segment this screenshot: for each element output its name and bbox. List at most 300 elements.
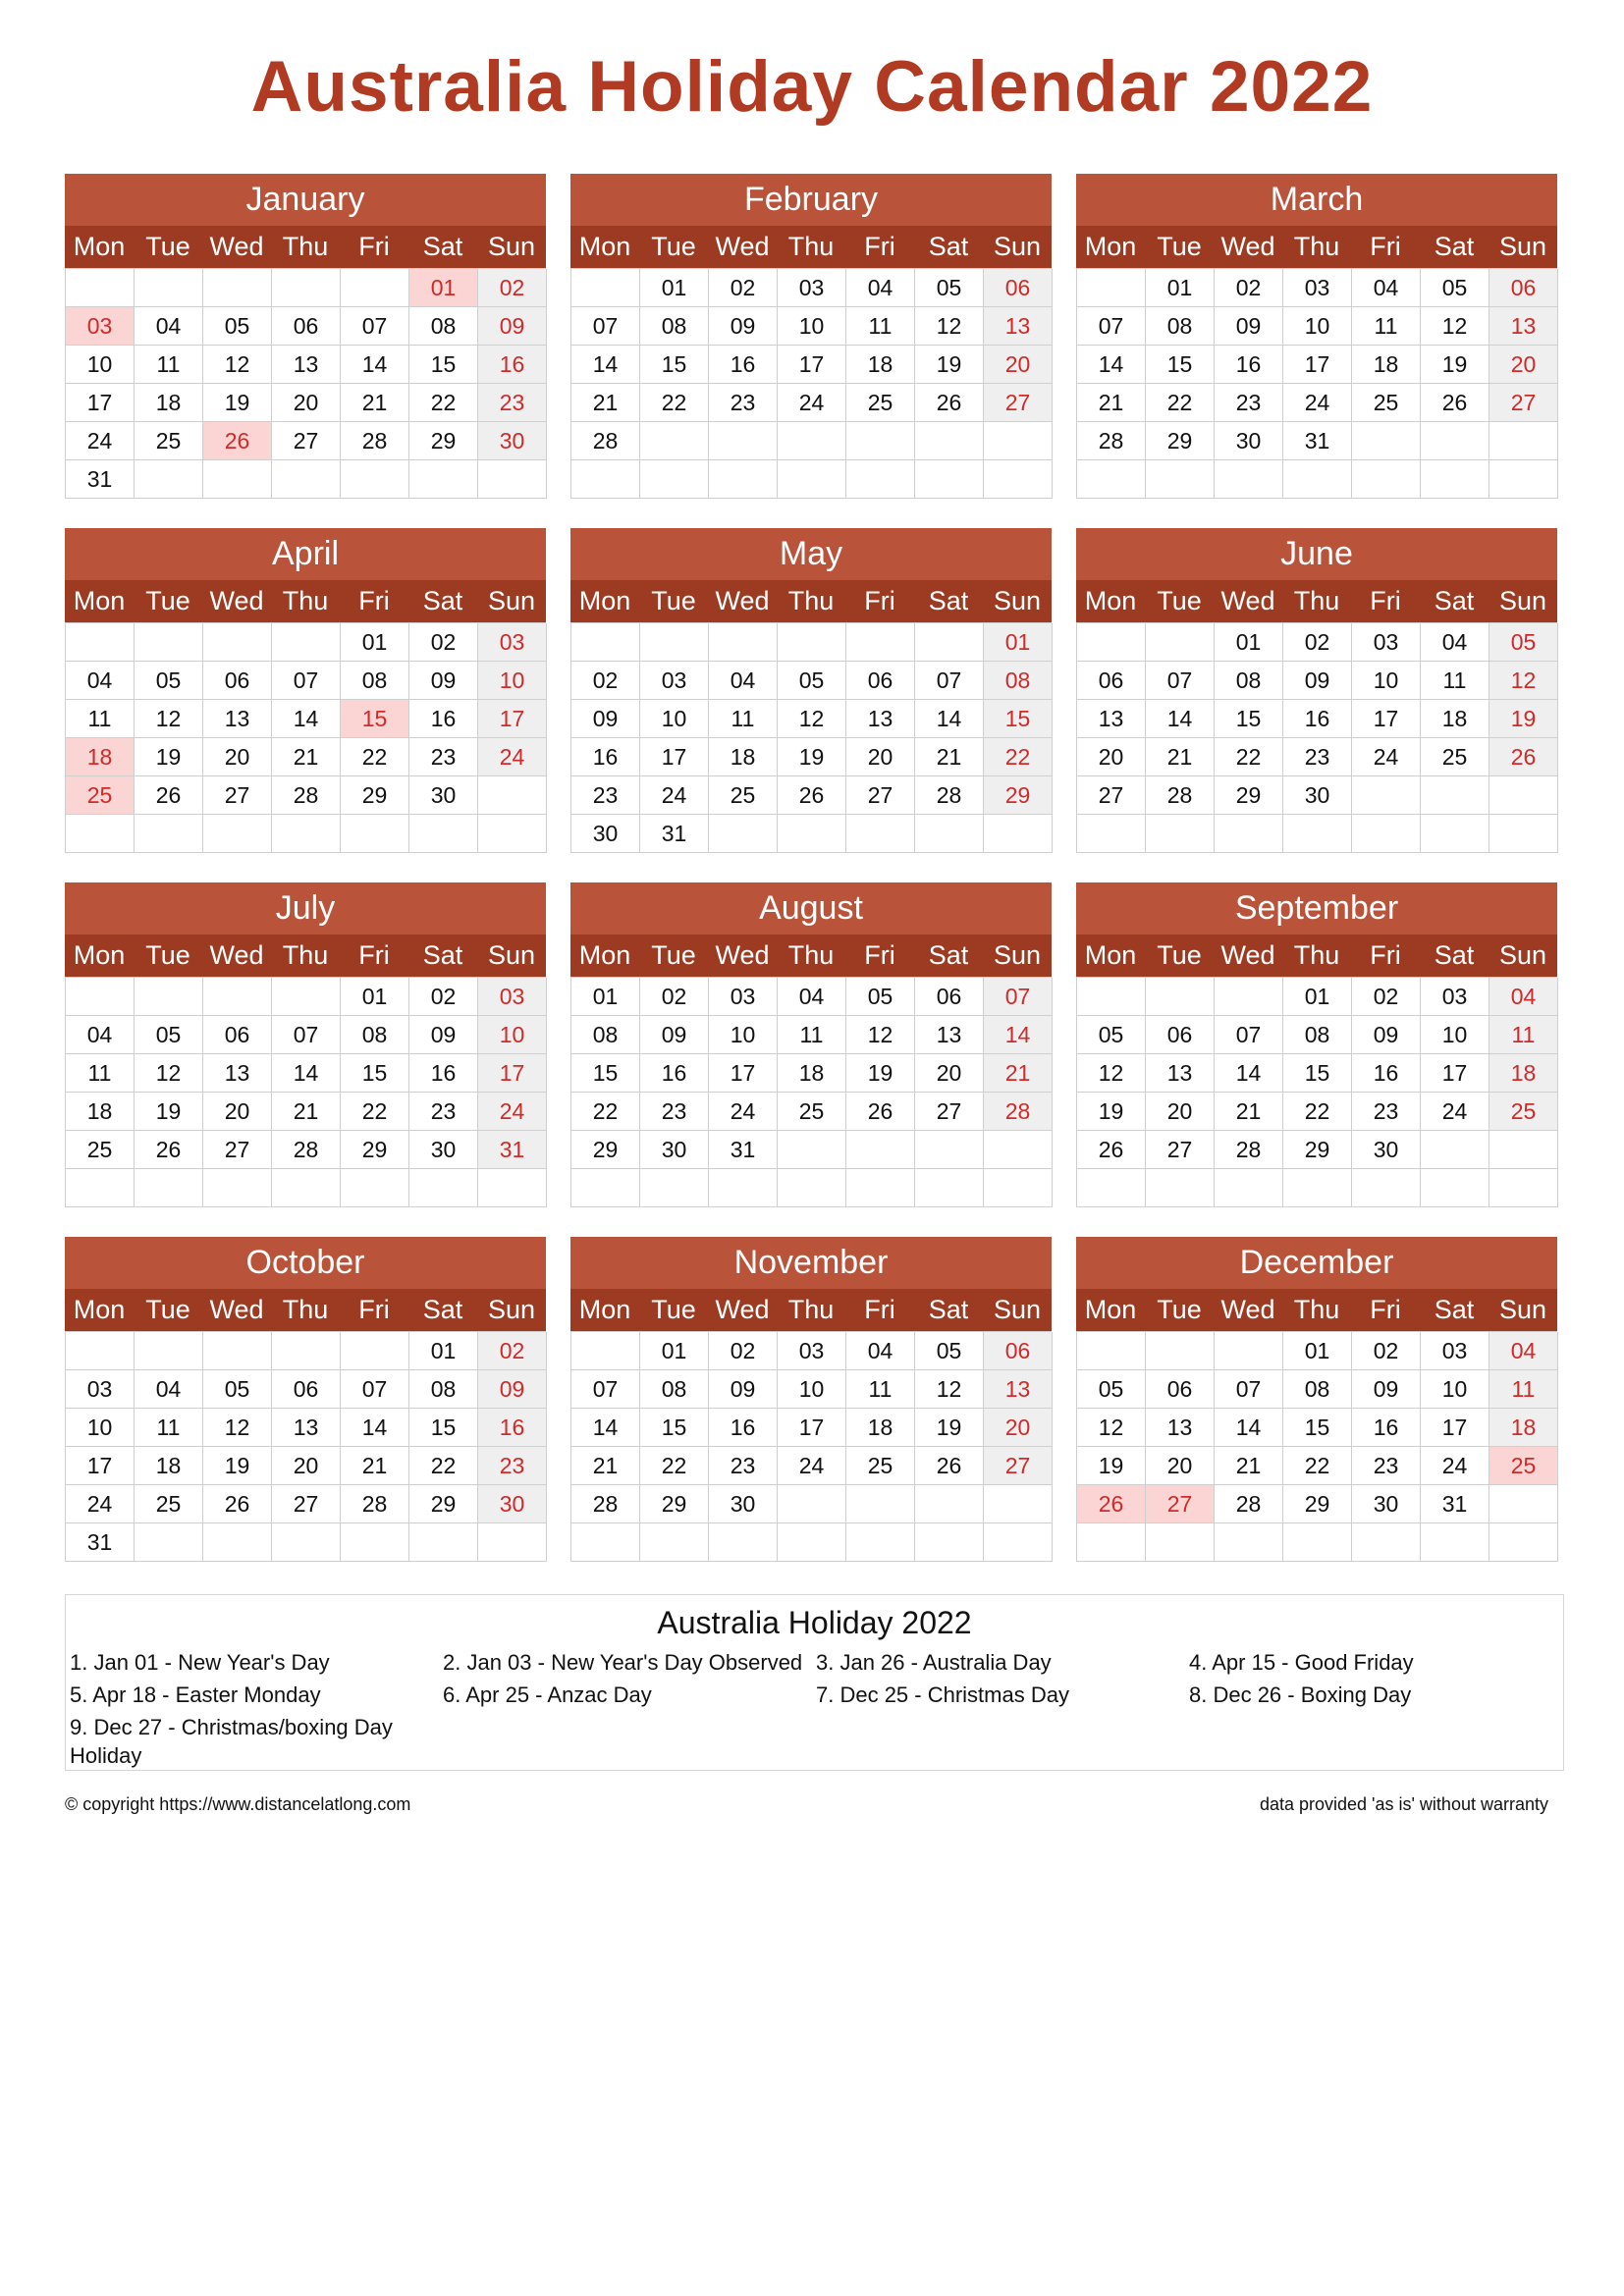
empty-day-cell [709, 1523, 778, 1562]
empty-day-cell [272, 1169, 341, 1207]
empty-day-cell [709, 460, 778, 499]
day-cell: 13 [984, 1370, 1053, 1409]
weekday-label: Sat [1434, 940, 1475, 970]
day-cell: 18 [1421, 700, 1489, 738]
day-cell: 23 [571, 776, 640, 815]
weekday-label: Tue [1157, 940, 1202, 970]
day-cell: 09 [409, 1016, 478, 1054]
day-grid [65, 977, 546, 1207]
day-cell: 09 [1283, 662, 1352, 700]
empty-day-cell [135, 1332, 203, 1370]
day-cell: 19 [135, 738, 203, 776]
day-cell: 03 [478, 623, 547, 662]
day-cell: 01 [1146, 269, 1215, 307]
month-name: September [1076, 882, 1557, 934]
day-cell: 12 [778, 700, 846, 738]
empty-day-cell [1077, 1332, 1146, 1370]
empty-day-cell [846, 1485, 915, 1523]
month-name: March [1076, 174, 1557, 226]
day-cell: 02 [1352, 978, 1421, 1016]
empty-day-cell [66, 1332, 135, 1370]
empty-day-cell [341, 269, 409, 307]
month-name: May [570, 528, 1052, 580]
empty-day-cell [640, 1523, 709, 1562]
empty-day-cell [984, 1523, 1053, 1562]
day-cell: 24 [66, 1485, 135, 1523]
weekday-header-row [1076, 580, 1557, 622]
empty-day-cell [846, 422, 915, 460]
weekday-label: Fri [864, 232, 895, 261]
weekday-label: Sat [928, 586, 969, 615]
day-cell: 19 [1421, 346, 1489, 384]
day-cell: 30 [409, 776, 478, 815]
day-cell: 08 [341, 662, 409, 700]
day-cell: 08 [409, 1370, 478, 1409]
day-cell: 16 [1352, 1054, 1421, 1093]
day-cell: 12 [203, 346, 272, 384]
holiday-item: 3. Jan 26 - Australia Day [816, 1650, 1052, 1675]
day-cell: 20 [915, 1054, 984, 1093]
day-cell: 12 [135, 1054, 203, 1093]
weekday-label: Mon [73, 1295, 126, 1324]
empty-day-cell [1489, 460, 1558, 499]
weekday-label: Mon [1084, 940, 1137, 970]
empty-day-cell [846, 623, 915, 662]
day-cell: 11 [846, 1370, 915, 1409]
weekday-label: Sat [422, 940, 463, 970]
day-cell: 28 [1077, 422, 1146, 460]
day-cell: 25 [66, 776, 135, 815]
day-cell: 27 [1489, 384, 1558, 422]
day-cell: 05 [846, 978, 915, 1016]
day-cell: 14 [571, 346, 640, 384]
empty-day-cell [846, 460, 915, 499]
day-cell: 17 [478, 1054, 547, 1093]
day-cell: 10 [709, 1016, 778, 1054]
day-cell: 05 [203, 1370, 272, 1409]
weekday-label: Wed [1220, 940, 1275, 970]
day-cell: 22 [640, 384, 709, 422]
day-cell: 18 [778, 1054, 846, 1093]
weekday-label: Fri [1370, 586, 1401, 615]
day-cell: 03 [478, 978, 547, 1016]
weekday-label: Thu [282, 1295, 329, 1324]
month-april [65, 528, 546, 853]
weekday-label: Thu [1293, 940, 1340, 970]
day-cell: 12 [915, 1370, 984, 1409]
empty-day-cell [571, 460, 640, 499]
day-cell: 17 [1421, 1054, 1489, 1093]
weekday-header-row [570, 580, 1052, 622]
day-cell: 25 [846, 1447, 915, 1485]
weekday-label: Wed [715, 940, 770, 970]
weekday-header-row [65, 580, 546, 622]
weekday-label: Sun [487, 586, 536, 615]
empty-day-cell [341, 1169, 409, 1207]
day-cell: 13 [272, 1409, 341, 1447]
day-cell: 09 [571, 700, 640, 738]
day-cell: 01 [341, 978, 409, 1016]
day-cell: 22 [1283, 1447, 1352, 1485]
weekday-label: Sat [1434, 1295, 1475, 1324]
day-cell: 24 [1352, 738, 1421, 776]
day-cell: 06 [1146, 1016, 1215, 1054]
weekday-label: Mon [73, 232, 126, 261]
month-name: December [1076, 1237, 1557, 1289]
day-cell: 03 [640, 662, 709, 700]
empty-day-cell [1146, 815, 1215, 853]
day-cell: 16 [1215, 346, 1283, 384]
day-cell: 30 [1283, 776, 1352, 815]
day-cell: 21 [915, 738, 984, 776]
weekday-label: Fri [358, 586, 390, 615]
day-cell: 17 [1283, 346, 1352, 384]
month-name: April [65, 528, 546, 580]
day-cell: 30 [1352, 1131, 1421, 1169]
holiday-item: 1. Jan 01 - New Year's Day [70, 1650, 330, 1675]
month-july [65, 882, 546, 1207]
day-cell: 31 [478, 1131, 547, 1169]
day-cell: 24 [66, 422, 135, 460]
day-cell: 05 [1421, 269, 1489, 307]
empty-day-cell [778, 1169, 846, 1207]
day-cell: 07 [571, 1370, 640, 1409]
day-cell: 01 [1283, 978, 1352, 1016]
empty-day-cell [272, 623, 341, 662]
day-cell: 21 [341, 384, 409, 422]
day-cell: 18 [709, 738, 778, 776]
weekday-label: Wed [1220, 232, 1275, 261]
day-cell: 01 [984, 623, 1053, 662]
empty-day-cell [984, 422, 1053, 460]
day-cell: 15 [1215, 700, 1283, 738]
weekday-header-row [570, 1289, 1052, 1331]
day-cell: 29 [341, 1131, 409, 1169]
empty-day-cell [409, 1169, 478, 1207]
month-march [1076, 174, 1557, 499]
weekday-header-row [1076, 934, 1557, 977]
empty-day-cell [1421, 422, 1489, 460]
empty-day-cell [135, 269, 203, 307]
day-cell: 30 [640, 1131, 709, 1169]
weekday-label: Fri [1370, 1295, 1401, 1324]
day-cell: 09 [640, 1016, 709, 1054]
weekday-label: Sun [993, 232, 1042, 261]
day-cell: 14 [341, 346, 409, 384]
empty-day-cell [1352, 460, 1421, 499]
day-cell: 06 [984, 1332, 1053, 1370]
holiday-item: 8. Dec 26 - Boxing Day [1189, 1682, 1412, 1707]
weekday-label: Thu [787, 940, 835, 970]
empty-day-cell [1352, 422, 1421, 460]
day-cell: 02 [478, 269, 547, 307]
day-cell: 15 [341, 1054, 409, 1093]
day-cell: 13 [846, 700, 915, 738]
month-name: October [65, 1237, 546, 1289]
month-may [570, 528, 1052, 853]
day-cell: 22 [571, 1093, 640, 1131]
empty-day-cell [778, 623, 846, 662]
day-cell: 27 [203, 1131, 272, 1169]
day-cell: 06 [915, 978, 984, 1016]
empty-day-cell [709, 815, 778, 853]
day-cell: 29 [984, 776, 1053, 815]
day-cell: 02 [478, 1332, 547, 1370]
day-cell: 26 [915, 1447, 984, 1485]
day-cell: 19 [203, 1447, 272, 1485]
day-cell: 01 [1215, 623, 1283, 662]
day-cell: 25 [1489, 1093, 1558, 1131]
day-cell: 18 [135, 384, 203, 422]
day-cell: 17 [66, 1447, 135, 1485]
day-cell: 28 [341, 1485, 409, 1523]
day-cell: 13 [203, 700, 272, 738]
weekday-label: Tue [145, 586, 190, 615]
day-cell: 25 [66, 1131, 135, 1169]
day-cell: 20 [1146, 1093, 1215, 1131]
day-grid [570, 268, 1052, 499]
day-cell: 15 [1146, 346, 1215, 384]
day-cell: 25 [1489, 1447, 1558, 1485]
day-cell: 23 [478, 1447, 547, 1485]
weekday-label: Wed [715, 1295, 770, 1324]
month-name: June [1076, 528, 1557, 580]
day-cell: 29 [1283, 1485, 1352, 1523]
empty-day-cell [778, 1523, 846, 1562]
empty-day-cell [1215, 1332, 1283, 1370]
weekday-header-row [570, 934, 1052, 977]
empty-day-cell [640, 1169, 709, 1207]
weekday-label: Mon [578, 232, 631, 261]
empty-day-cell [778, 1485, 846, 1523]
empty-day-cell [1489, 1169, 1558, 1207]
day-cell: 05 [915, 269, 984, 307]
day-cell: 03 [1421, 978, 1489, 1016]
day-cell: 12 [203, 1409, 272, 1447]
empty-day-cell [571, 623, 640, 662]
weekday-label: Thu [787, 586, 835, 615]
day-cell: 04 [66, 1016, 135, 1054]
weekday-label: Thu [1293, 232, 1340, 261]
day-cell: 27 [272, 1485, 341, 1523]
weekday-header-row [570, 226, 1052, 268]
day-cell: 03 [1352, 623, 1421, 662]
day-cell: 08 [1146, 307, 1215, 346]
empty-day-cell [203, 1332, 272, 1370]
disclaimer-text: data provided 'as is' without warranty [1259, 1794, 1548, 1814]
empty-day-cell [478, 815, 547, 853]
day-cell: 12 [135, 700, 203, 738]
empty-day-cell [478, 1169, 547, 1207]
empty-day-cell [1283, 460, 1352, 499]
day-cell: 15 [409, 1409, 478, 1447]
day-cell: 29 [409, 422, 478, 460]
weekday-label: Tue [145, 232, 190, 261]
day-cell: 04 [135, 1370, 203, 1409]
day-cell: 04 [778, 978, 846, 1016]
weekday-label: Wed [209, 1295, 264, 1324]
day-cell: 23 [478, 384, 547, 422]
weekday-label: Thu [787, 1295, 835, 1324]
day-cell: 04 [846, 1332, 915, 1370]
day-cell: 16 [409, 1054, 478, 1093]
day-cell: 28 [1215, 1131, 1283, 1169]
weekday-label: Thu [1293, 586, 1340, 615]
day-cell: 23 [1215, 384, 1283, 422]
weekday-label: Mon [73, 586, 126, 615]
day-grid [1076, 1331, 1557, 1562]
day-cell: 13 [984, 307, 1053, 346]
day-cell: 06 [1077, 662, 1146, 700]
day-cell: 08 [640, 307, 709, 346]
day-cell: 24 [778, 384, 846, 422]
weekday-label: Mon [578, 586, 631, 615]
month-name: August [570, 882, 1052, 934]
weekday-label: Sun [487, 940, 536, 970]
day-cell: 14 [1215, 1054, 1283, 1093]
day-cell: 18 [135, 1447, 203, 1485]
day-cell: 31 [66, 1523, 135, 1562]
weekday-label: Wed [1220, 586, 1275, 615]
day-cell: 05 [1077, 1016, 1146, 1054]
weekday-label: Mon [578, 1295, 631, 1324]
day-cell: 26 [1489, 738, 1558, 776]
day-cell: 06 [272, 1370, 341, 1409]
day-cell: 10 [640, 700, 709, 738]
day-cell: 29 [1215, 776, 1283, 815]
day-cell: 09 [709, 1370, 778, 1409]
empty-day-cell [1283, 1523, 1352, 1562]
empty-day-cell [1352, 815, 1421, 853]
day-grid [1076, 977, 1557, 1207]
day-cell: 29 [409, 1485, 478, 1523]
day-cell: 18 [1489, 1054, 1558, 1093]
empty-day-cell [66, 269, 135, 307]
day-cell: 03 [778, 1332, 846, 1370]
month-name: February [570, 174, 1052, 226]
day-cell: 22 [409, 384, 478, 422]
day-cell: 03 [1283, 269, 1352, 307]
empty-day-cell [135, 460, 203, 499]
month-june [1076, 528, 1557, 853]
day-cell: 16 [478, 346, 547, 384]
day-grid [570, 622, 1052, 853]
day-cell: 15 [571, 1054, 640, 1093]
day-cell: 04 [1489, 978, 1558, 1016]
weekday-label: Tue [1157, 232, 1202, 261]
day-grid [65, 1331, 546, 1562]
empty-day-cell [272, 978, 341, 1016]
weekday-label: Tue [651, 1295, 696, 1324]
weekday-label: Mon [73, 940, 126, 970]
day-cell: 27 [1146, 1485, 1215, 1523]
day-cell: 28 [341, 422, 409, 460]
day-cell: 27 [1146, 1131, 1215, 1169]
day-cell: 18 [1489, 1409, 1558, 1447]
day-cell: 01 [571, 978, 640, 1016]
weekday-label: Sun [993, 586, 1042, 615]
day-cell: 22 [1215, 738, 1283, 776]
day-cell: 02 [1283, 623, 1352, 662]
weekday-label: Sun [487, 1295, 536, 1324]
day-cell: 06 [203, 1016, 272, 1054]
day-cell: 24 [478, 738, 547, 776]
weekday-header-row [1076, 226, 1557, 268]
day-cell: 09 [709, 307, 778, 346]
day-cell: 11 [1489, 1016, 1558, 1054]
day-cell: 16 [1352, 1409, 1421, 1447]
day-cell: 17 [478, 700, 547, 738]
empty-day-cell [1489, 1485, 1558, 1523]
day-cell: 04 [1421, 623, 1489, 662]
day-cell: 13 [203, 1054, 272, 1093]
day-cell: 13 [1077, 700, 1146, 738]
day-cell: 13 [1489, 307, 1558, 346]
empty-day-cell [409, 815, 478, 853]
day-cell: 03 [66, 307, 135, 346]
holiday-item: 2. Jan 03 - New Year's Day Observed [443, 1650, 803, 1675]
weekday-label: Wed [715, 232, 770, 261]
day-cell: 03 [778, 269, 846, 307]
day-cell: 05 [778, 662, 846, 700]
empty-day-cell [1421, 1169, 1489, 1207]
empty-day-cell [203, 460, 272, 499]
weekday-label: Fri [358, 232, 390, 261]
month-december [1076, 1237, 1557, 1562]
day-cell: 30 [478, 422, 547, 460]
day-cell: 20 [1489, 346, 1558, 384]
empty-day-cell [1421, 815, 1489, 853]
day-cell: 09 [478, 1370, 547, 1409]
day-cell: 29 [640, 1485, 709, 1523]
weekday-label: Wed [209, 586, 264, 615]
weekday-header-row [1076, 1289, 1557, 1331]
holiday-list [70, 1648, 1557, 1770]
empty-day-cell [272, 460, 341, 499]
day-cell: 19 [778, 738, 846, 776]
day-cell: 15 [409, 346, 478, 384]
holiday-item: 6. Apr 25 - Anzac Day [443, 1682, 652, 1707]
day-cell: 15 [341, 700, 409, 738]
empty-day-cell [1352, 1523, 1421, 1562]
empty-day-cell [1489, 422, 1558, 460]
weekday-label: Sun [1498, 232, 1547, 261]
day-cell: 16 [709, 1409, 778, 1447]
empty-day-cell [984, 460, 1053, 499]
day-cell: 08 [984, 662, 1053, 700]
holiday-item: 4. Apr 15 - Good Friday [1189, 1650, 1414, 1675]
day-cell: 01 [640, 1332, 709, 1370]
day-cell: 23 [409, 1093, 478, 1131]
day-cell: 20 [846, 738, 915, 776]
empty-day-cell [135, 1169, 203, 1207]
day-cell: 21 [571, 384, 640, 422]
day-cell: 24 [778, 1447, 846, 1485]
day-cell: 07 [1146, 662, 1215, 700]
day-cell: 18 [1352, 346, 1421, 384]
empty-day-cell [203, 978, 272, 1016]
day-cell: 02 [409, 623, 478, 662]
day-cell: 20 [203, 738, 272, 776]
holiday-list-panel [65, 1594, 1564, 1771]
day-cell: 28 [272, 1131, 341, 1169]
day-cell: 04 [846, 269, 915, 307]
weekday-label: Thu [282, 940, 329, 970]
day-cell: 05 [203, 307, 272, 346]
day-cell: 02 [571, 662, 640, 700]
empty-day-cell [203, 1523, 272, 1562]
day-cell: 10 [1421, 1016, 1489, 1054]
